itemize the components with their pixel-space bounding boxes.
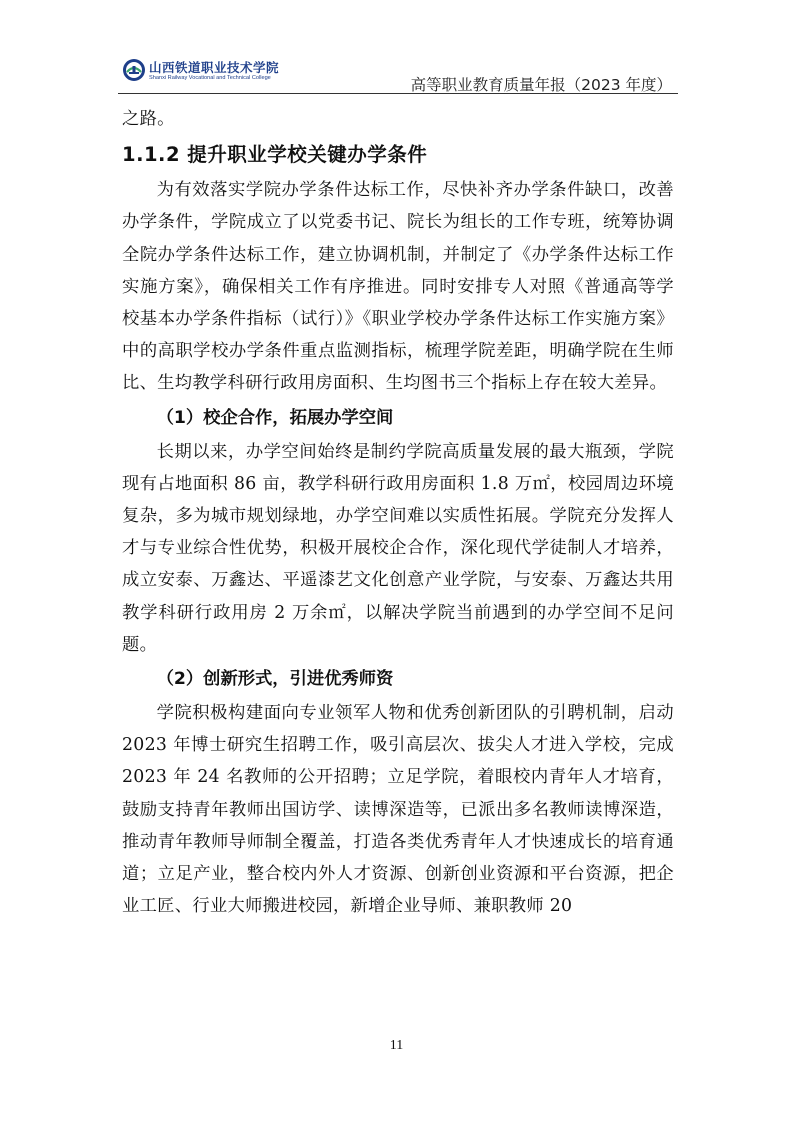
section-heading: 1.1.2 提升职业学校关键办学条件 (122, 143, 428, 167)
paragraph-2: 长期以来，办学空间始终是制约学院高质量发展的最大瓶颈，学院现有占地面积 86 亩，教学科研行政用房面积 1.8 万㎡，校园周边环境复杂，多为城市规划绿地，办学空间难以实质性拓展。学院充分发挥人才与专业综合性优势，积极开展校企合作，深化现代学徒制人才培养，成立安泰、万鑫达、平遥漆艺文化创意产业学院，与安泰、万鑫达共用教学科研行政用房 2 万余㎡，以解决学院当前遇到的办学空间不足问题。 (122, 441, 674, 655)
subheading-1: （1）校企合作，拓展办学空间 (156, 407, 394, 428)
paragraph-1: 为有效落实学院办学条件达标工作，尽快补齐办学条件缺口，改善办学条件，学院成立了以党委书记、院长为组长的工作专班，统筹协调全院办学条件达标工作，建立协调机制，并制定了《办学条件达标工作实施方案》，确保相关工作有序推进。同时安排专人对照《普通高等学校基本办学条件指标（试行）》《职业学校办学条件达标工作实施方案》中的高职学校办学条件重点监测指标，梳理学院差距，明确学院在生师比、生均教学科研行政用房面积、生均图书三个指标上存在较大差异。 (122, 180, 674, 394)
college-emblem-icon (122, 58, 146, 82)
paragraph-3: 学院积极构建面向专业领军人物和优秀创新团队的引聘机制，启动 2023 年博士研究生招聘工作，吸引高层次、拔尖人才进入学校，完成 2023 年 24 名教师的公开招聘；立足学院，着眼校内青年人才培育，鼓励支持青年教师出国访学、读博深造等，已派出多名教师读博深造，推动青年教师导师制全覆盖，打造各类优秀青年人才快速成长的培育通道；立足产业，整合校内外人才资源、创新创业资源和平台资源，把企业工匠、行业大师搬进校园，新增企业导师、兼职教师 20 (122, 703, 674, 917)
intro-tail-text: 之路。 (122, 109, 175, 129)
page-number: 11 (389, 1038, 404, 1053)
header-divider (118, 93, 678, 94)
logo-english-name: Shanxi Railway Vocational and Technical College (149, 75, 271, 81)
subheading-2: （2）创新形式，引进优秀师资 (156, 669, 394, 690)
page-content (122, 103, 674, 922)
college-logo (118, 58, 308, 88)
page-header (118, 52, 678, 94)
logo-chinese-name: 山西铁道职业技术学院 (149, 60, 280, 75)
report-title: 高等职业教育质量年报（2023 年度） (410, 76, 672, 94)
